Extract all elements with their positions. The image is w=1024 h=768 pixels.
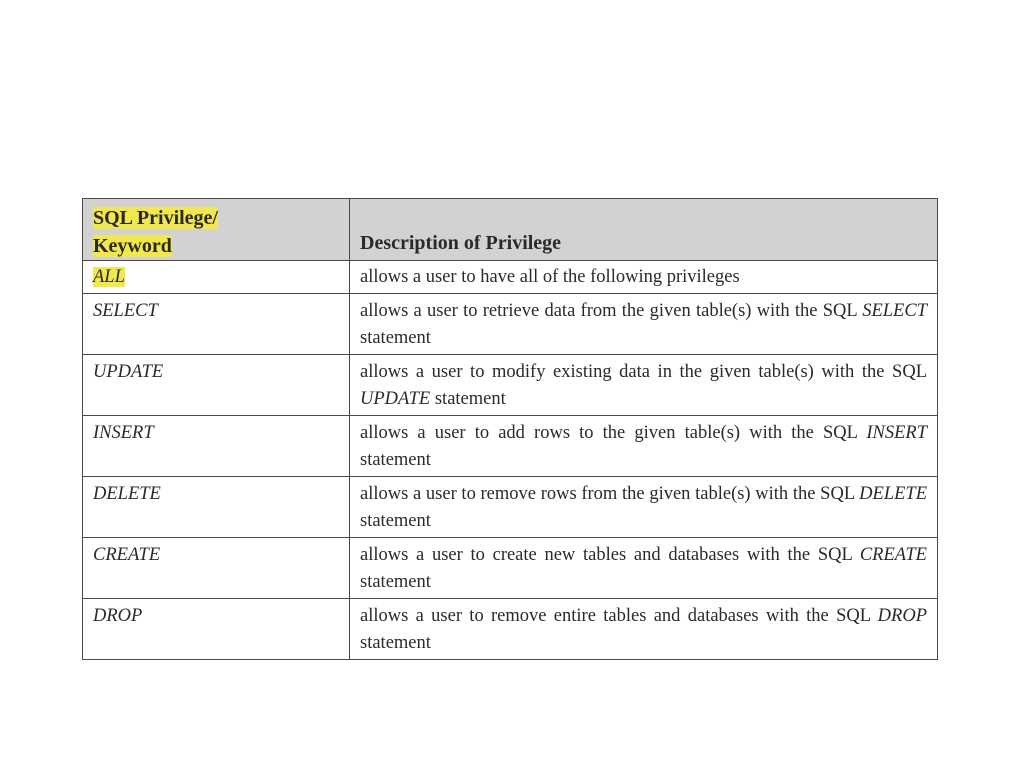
- description-tail: statement: [430, 389, 506, 409]
- description-text: allows a user to retrieve data from the given table(s) with the SQL: [360, 301, 863, 321]
- description-tail: statement: [360, 572, 431, 592]
- header-row: [83, 199, 938, 261]
- description-text: allows a user to remove rows from the given table(s) with the SQL: [360, 484, 860, 504]
- keyword-cell: DROP: [83, 599, 350, 660]
- privileges-table: [82, 198, 938, 660]
- keyword-cell: DELETE: [83, 477, 350, 538]
- keyword-cell: CREATE: [83, 538, 350, 599]
- description-keyword: CREATE: [859, 545, 927, 565]
- description-cell: [350, 416, 938, 477]
- description-text: allows a user to remove entire tables and databases with the SQL: [360, 606, 878, 626]
- keyword-cell: INSERT: [83, 416, 350, 477]
- header-privilege-keyword: [83, 199, 350, 261]
- keyword-cell: UPDATE: [83, 355, 350, 416]
- table-body: [83, 261, 938, 660]
- table-row: [83, 294, 938, 355]
- description-tail: statement: [360, 450, 431, 470]
- description-text: allows a user to create new tables and databases with the SQL: [360, 545, 860, 565]
- table-row: [83, 261, 938, 294]
- description-cell: [350, 294, 938, 355]
- description-keyword: DROP: [877, 606, 927, 626]
- description-keyword: SELECT: [862, 301, 927, 321]
- header-description: Description of Privilege: [350, 199, 938, 261]
- table-header: [83, 199, 938, 261]
- table-row: [83, 355, 938, 416]
- table-row: [83, 477, 938, 538]
- description-cell: [350, 538, 938, 599]
- description-text: allows a user to have all of the following privileges: [360, 267, 740, 287]
- description-cell: [350, 355, 938, 416]
- description-keyword: INSERT: [866, 423, 927, 443]
- keyword-cell: [83, 261, 350, 294]
- description-tail: statement: [360, 633, 431, 653]
- description-text: allows a user to add rows to the given table(s) with the SQL: [360, 423, 867, 443]
- description-tail: statement: [360, 328, 431, 348]
- header-privilege-line1: SQL Privilege/: [93, 207, 218, 229]
- description-tail: statement: [360, 511, 431, 531]
- table-row: [83, 538, 938, 599]
- keyword-all: ALL: [93, 267, 125, 287]
- description-keyword: UPDATE: [360, 389, 431, 409]
- header-keyword-line2: Keyword: [93, 235, 172, 257]
- description-text: allows a user to modify existing data in the given table(s) with the SQL: [360, 362, 927, 382]
- table-row: [83, 599, 938, 660]
- keyword-cell: SELECT: [83, 294, 350, 355]
- description-cell: [350, 477, 938, 538]
- description-cell: [350, 599, 938, 660]
- table-row: [83, 416, 938, 477]
- description-keyword: DELETE: [859, 484, 927, 504]
- description-cell: [350, 261, 938, 294]
